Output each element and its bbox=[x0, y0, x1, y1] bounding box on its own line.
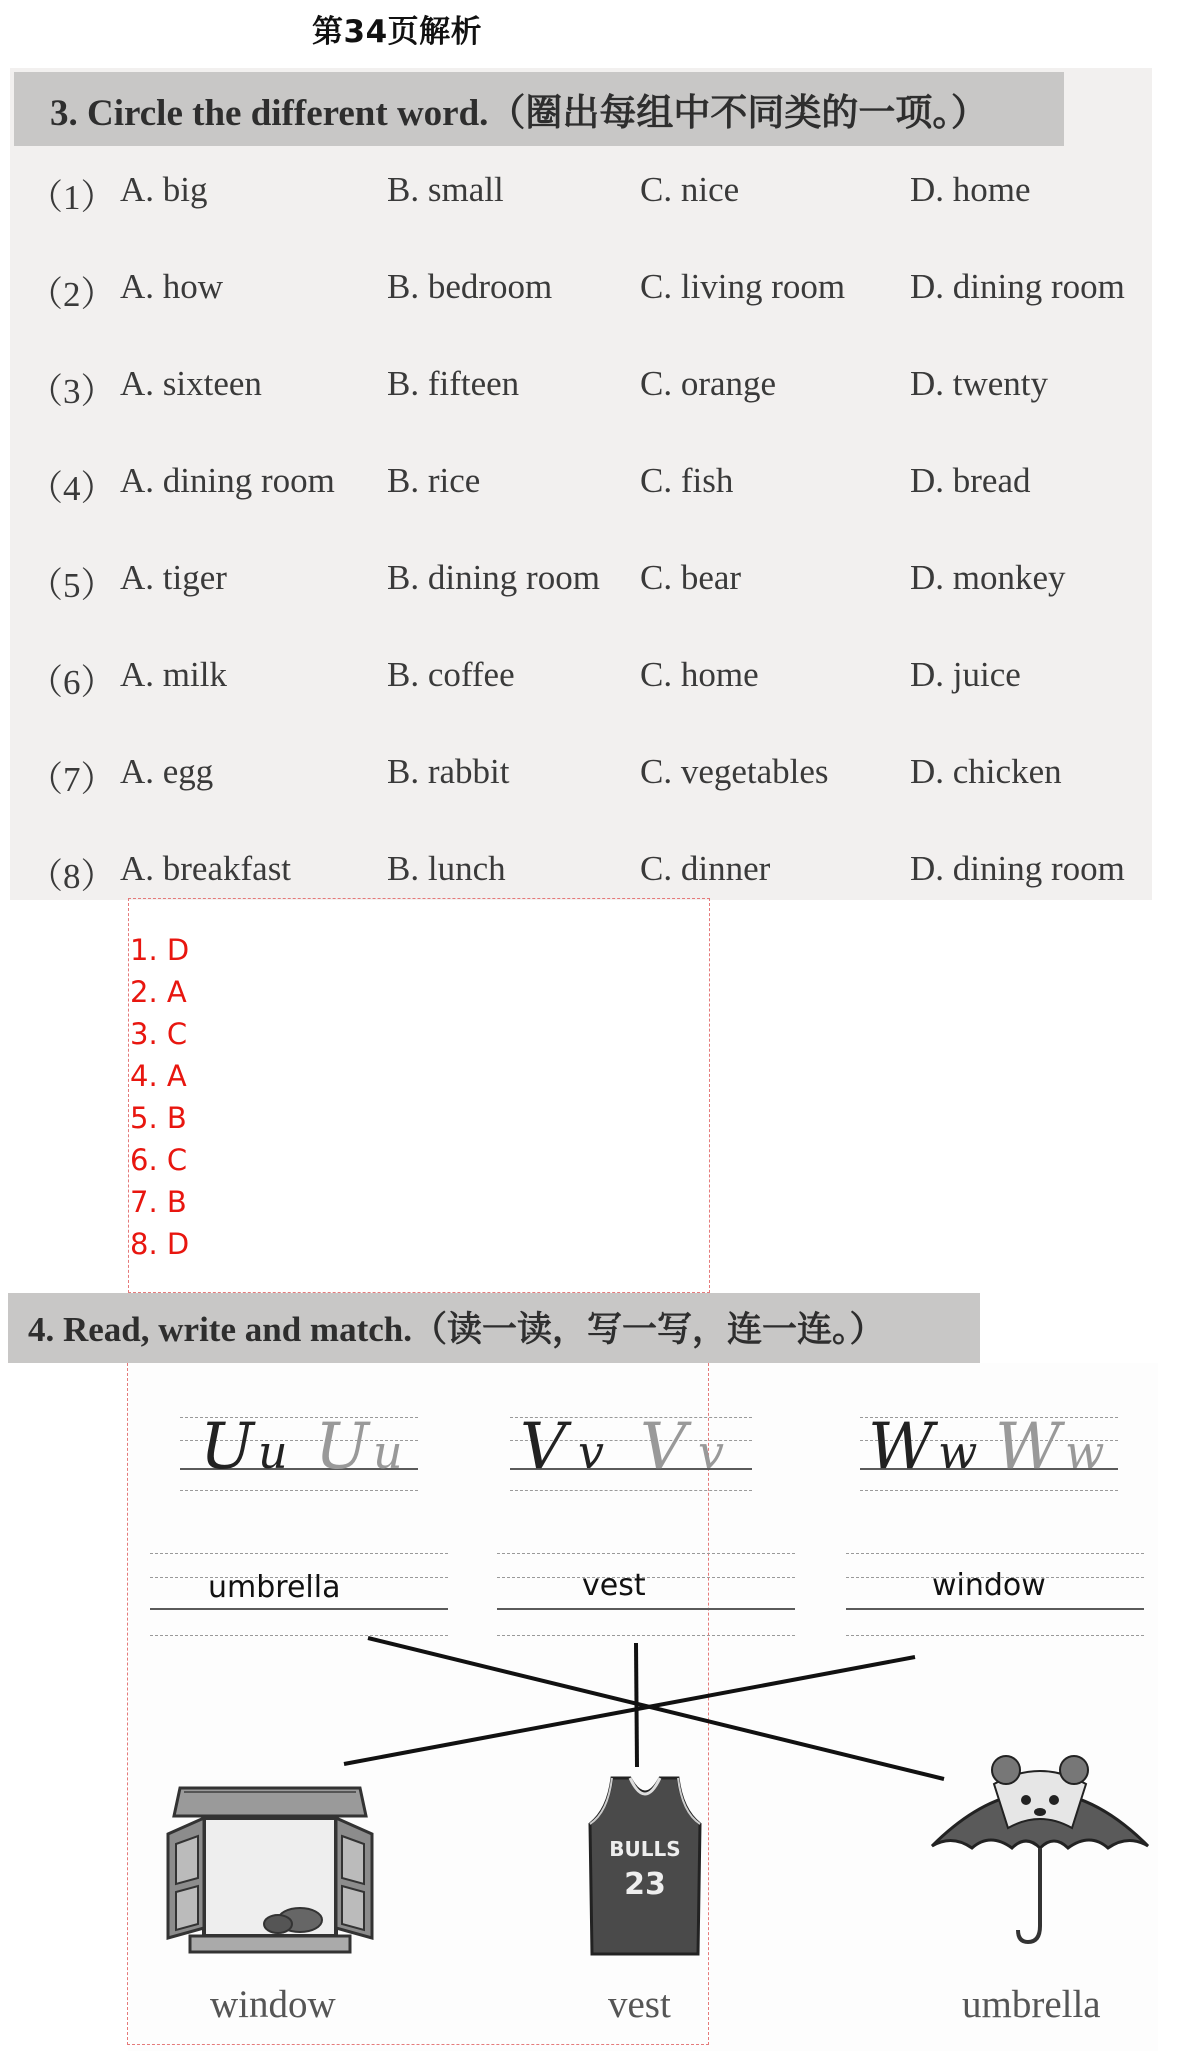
cursive-lower-w: w bbox=[938, 1425, 978, 1479]
option-b: B. rabbit bbox=[387, 752, 510, 791]
exercise-3-heading: 3. Circle the different word.（圈出每组中不同类的一项。） bbox=[50, 93, 988, 134]
option-d: D. twenty bbox=[910, 364, 1049, 403]
option-b: B. bedroom bbox=[387, 267, 553, 306]
answer-line: 8. D bbox=[130, 1227, 190, 1261]
picture-label-vest: vest bbox=[608, 1983, 671, 2026]
guide-line bbox=[860, 1490, 1118, 1491]
match-line-vest bbox=[636, 1643, 637, 1767]
answer-line: 3. C bbox=[130, 1017, 188, 1051]
option-c: C. vegetables bbox=[640, 752, 829, 791]
match-line-window bbox=[344, 1657, 915, 1764]
cursive-upper-v: V bbox=[520, 1410, 567, 1480]
guide-line bbox=[180, 1490, 418, 1491]
option-b: B. fifteen bbox=[387, 364, 520, 403]
question-number: （2） bbox=[28, 275, 116, 314]
question-row-5 bbox=[0, 558, 1184, 618]
question-number: （6） bbox=[28, 663, 116, 702]
question-row-1 bbox=[0, 170, 1184, 230]
answer-line: 2. A bbox=[130, 975, 187, 1009]
guide-line bbox=[497, 1577, 795, 1578]
written-word-window: window bbox=[932, 1568, 1046, 1603]
question-row-6 bbox=[0, 655, 1184, 715]
picture-label-umbrella: umbrella bbox=[962, 1983, 1101, 2026]
cursive-letters-ww bbox=[860, 1400, 1120, 1480]
cursive-lower-u-trace: u bbox=[373, 1425, 403, 1479]
cursive-upper-v-trace: V bbox=[640, 1410, 687, 1480]
answer-line: 6. C bbox=[130, 1143, 188, 1177]
option-d: D. home bbox=[910, 170, 1031, 209]
option-b: B. rice bbox=[387, 461, 481, 500]
option-a: A. sixteen bbox=[120, 364, 262, 403]
question-number: （7） bbox=[28, 760, 116, 799]
window-illustration bbox=[160, 1770, 380, 1970]
option-d: D. bread bbox=[910, 461, 1031, 500]
option-d: D. chicken bbox=[910, 752, 1062, 791]
answer-line: 7. B bbox=[130, 1185, 187, 1219]
option-b: B. coffee bbox=[387, 655, 515, 694]
option-c: C. dinner bbox=[640, 849, 771, 888]
cursive-lower-u: u bbox=[258, 1425, 288, 1479]
option-c: C. bear bbox=[640, 558, 742, 597]
cursive-upper-w: W bbox=[868, 1410, 934, 1480]
option-a: A. dining room bbox=[120, 461, 335, 500]
option-a: A. how bbox=[120, 267, 224, 306]
answer-line: 4. A bbox=[130, 1059, 187, 1093]
question-row-2 bbox=[0, 267, 1184, 327]
cursive-lower-v-trace: v bbox=[698, 1425, 724, 1479]
guide-line bbox=[497, 1553, 795, 1554]
baseline bbox=[497, 1608, 795, 1610]
baseline bbox=[846, 1608, 1144, 1610]
guide-line bbox=[510, 1490, 752, 1491]
option-d: D. dining room bbox=[910, 849, 1125, 888]
written-word-vest: vest bbox=[582, 1568, 646, 1603]
option-b: B. small bbox=[387, 170, 504, 209]
baseline bbox=[150, 1608, 448, 1610]
question-row-7 bbox=[0, 752, 1184, 812]
question-number: （1） bbox=[28, 178, 116, 217]
jersey-team-text: BULLS bbox=[609, 1837, 681, 1861]
question-number: （3） bbox=[28, 372, 116, 411]
question-row-4 bbox=[0, 461, 1184, 521]
guide-line bbox=[846, 1553, 1144, 1554]
answer-box bbox=[128, 898, 710, 1293]
cursive-upper-u-trace: U bbox=[315, 1410, 369, 1480]
page-title: 第34页解析 bbox=[312, 14, 483, 50]
cursive-letters-vv bbox=[510, 1400, 754, 1480]
cursive-letters-uu bbox=[180, 1400, 420, 1480]
option-a: A. tiger bbox=[120, 558, 227, 597]
option-d: D. monkey bbox=[910, 558, 1066, 597]
option-a: A. breakfast bbox=[120, 849, 292, 888]
option-c: C. home bbox=[640, 655, 759, 694]
option-b: B. lunch bbox=[387, 849, 506, 888]
option-d: D. juice bbox=[910, 655, 1021, 694]
option-a: A. big bbox=[120, 170, 208, 209]
jersey-number-text: 23 bbox=[624, 1867, 666, 1902]
option-d: D. dining room bbox=[910, 267, 1125, 306]
option-a: A. egg bbox=[120, 752, 214, 791]
cursive-upper-w-trace: W bbox=[995, 1410, 1061, 1480]
answer-line: 1. D bbox=[130, 933, 190, 967]
written-word-umbrella: umbrella bbox=[208, 1570, 341, 1605]
vest-illustration bbox=[580, 1770, 710, 1960]
match-line-umbrella bbox=[368, 1638, 944, 1779]
option-a: A. milk bbox=[120, 655, 227, 694]
option-c: C. nice bbox=[640, 170, 740, 209]
umbrella-illustration bbox=[922, 1748, 1158, 1948]
question-number: （8） bbox=[28, 857, 116, 896]
cursive-lower-w-trace: w bbox=[1065, 1425, 1105, 1479]
question-number: （5） bbox=[28, 566, 116, 605]
answer-line: 5. B bbox=[130, 1101, 187, 1135]
option-c: C. orange bbox=[640, 364, 777, 403]
cursive-upper-u: U bbox=[200, 1410, 254, 1480]
picture-label-window: window bbox=[210, 1983, 336, 2026]
option-b: B. dining room bbox=[387, 558, 600, 597]
option-c: C. living room bbox=[640, 267, 846, 306]
option-c: C. fish bbox=[640, 461, 734, 500]
exercise-4-heading: 4. Read, write and match.（读一读，写一写，连一连。） bbox=[28, 1310, 885, 1349]
cursive-lower-v: v bbox=[578, 1425, 604, 1479]
question-row-3 bbox=[0, 364, 1184, 424]
question-number: （4） bbox=[28, 469, 116, 508]
guide-line bbox=[150, 1553, 448, 1554]
